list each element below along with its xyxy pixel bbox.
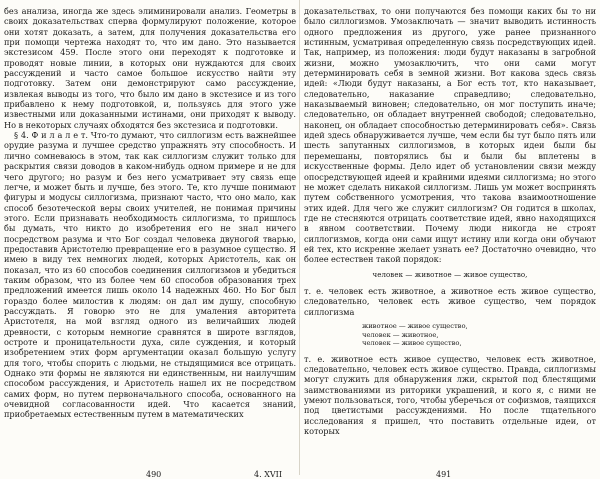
syllogism-schema (362, 322, 596, 348)
left-paragraph-1: без анализа, иногда же здесь элиминировали анализ. Геометры в своих доказательствах сперва формулируют положение, которое они хотят доказать, а затем, для получения доказательства его при помощи чертежа находят то, что им дано. Это называется экстезисом 459. После этого они переходят к подготовке и проводят новые линии, в которых они нуждаются для своих рассуждений и часто самое большое искусство найти эту подготовку. Затем они демонстрируют само рассуждение, извлекая выводы из того, что было им дано в экстезисе и из того прибавлено к нему подготовкой, и, пользуясь для этого уже известными или доказанными истинами, они приходят к выводу. Но в некоторых случаях обходятся без экстезиса и подготовки. (4, 6, 296, 130)
right-paragraph-2: т. е. человек есть животное, а животное есть живое существо, следовательно, человек есть живое существо, чем порядок силлогизма (304, 285, 596, 317)
schema-line: человек — животное, (362, 330, 439, 339)
page-number-right: 491 (436, 470, 452, 479)
left-page-text (4, 6, 296, 420)
page-number-left: 490 (146, 470, 162, 479)
right-page-text (304, 6, 596, 437)
schema-line: животное — живое существо, (362, 321, 468, 330)
right-paragraph-1: доказательствах, то они получаются без помощи каких бы то ни было силлогизмов. Умозаключать — значит выводить истинность одного предложения из другого, уже ранее признанного истинным, усматривая определенную связь посредствующих идей. Так, например, из положения: люди будут наказаны в загробной жизни, можно умозаключить, что они сами могут детерминировать себя в земной жизни. Вот какова здесь связь идей: «Люди будут наказаны, а Бог есть тот, кто наказывает, следовательно, наказание справедливо; следовательно, наказываемый виновен; следовательно, он мог поступить иначе; следовательно, он обладает внутренней свободой; следовательно, наконец, он обладает способностью детерминировать себя». Связь идей здесь обнаруживается лучше, чем если бы тут было пять или шесть запутанных силлогизмов, в которых идеи были бы перемешаны, повторялись бы и были бы вплетены в искусственные формы. Дело идет об установлении связи между опосредствующей идеей и крайними идеями силлогизма; но этого не может сделать никакой силлогизм. Лишь ум может воспринять путем собственного усмотрения, что такова взаимоотношение этих идей. Для чего же служит силлогизм? Он годится в школах, где не стесняются отрицать соответствие идей, явно находящихся в явном соответствии. Почему люди никогда не строят силлогизмов, когда они сами ищут истину или когда они обучают ей тех, кто искренне желает узнать ее? Достаточно очевидно, что более естествен такой порядок: (304, 6, 596, 265)
page-gutter (299, 0, 300, 475)
right-paragraph-3: т. е. животное есть живое существо, человек есть животное, следовательно, человек есть живое существо. Правда, силлогизмы могут служить для обнаружения лжи, скрытой под блестящими заимствованиями из риторики украшений, и кого я, с ними не умеют пользоваться, того, чтобы уберечься от софизмов, таящихся под цветистыми рассуждениями. Но после тщательного исследования я пришел, что поставить отдельные идеи, от которых (304, 353, 596, 437)
left-page (4, 6, 296, 479)
left-paragraph-2: § 4. Ф и л а л е т. Что-то думают, что силлогизм есть важнейшее орудие разума и лучшее средство упражнять эту способность. И лично сомневаюсь в этом, так как силлогизм служит только для раскрытия связи доводов в каком-нибудь одном примере и не для чего другого; но разум и без него усматривает эту связь еще легче, и может быть и лучше, без этого. Те, кто лучше понимают фигуры и модусы силлогизма, признают часто, что оно мало, как способ безотеческой веры своих учителей, не понимая причины этого. Если признавать необходимость силлогизма, то пришлось бы думать, что никто до изобретения его не знал ничего посредством разума и что Бог создал человека двуногой тварью, предоставив Аристотелю превращение его в разумное существо. Я имею в виду тех немногих людей, которых Аристотель, как он показал, что из 60 способов соединения силлогизмов и убедиться таким образом, что из более чем 60 способов образования трех предложений имеется лишь около 14 надежных 460. Но Бог был гораздо более милостив к людям: он дал им душу, способную рассуждать. Я говорю это не для умаления авторитета Аристотеля, на мой взгляд одного из величайших людей древности, с которым немногие сравнятся в широте взглядов, остроте и проницательности духа, силе суждения, и который изобретением этих форм аргументации оказал большую услугу для того, чтобы спорить с людьми, не стыдящимися все отрицать. Однако эти формы не являются ни единственным, ни наилучшим способом рассуждения, и Аристотель нашел их не посредством самих форм, но путем первоначального способа, основанного на очевидной согласованности идей. Что касается знаний, приобретаемых естественным путем в математических (4, 130, 296, 420)
right-page (304, 6, 596, 479)
center-schema-line: человек — животное — живое существо, (372, 270, 528, 279)
schema-line: человек — живое существо, (362, 339, 462, 348)
running-head-left: 4. XVII (254, 470, 282, 479)
